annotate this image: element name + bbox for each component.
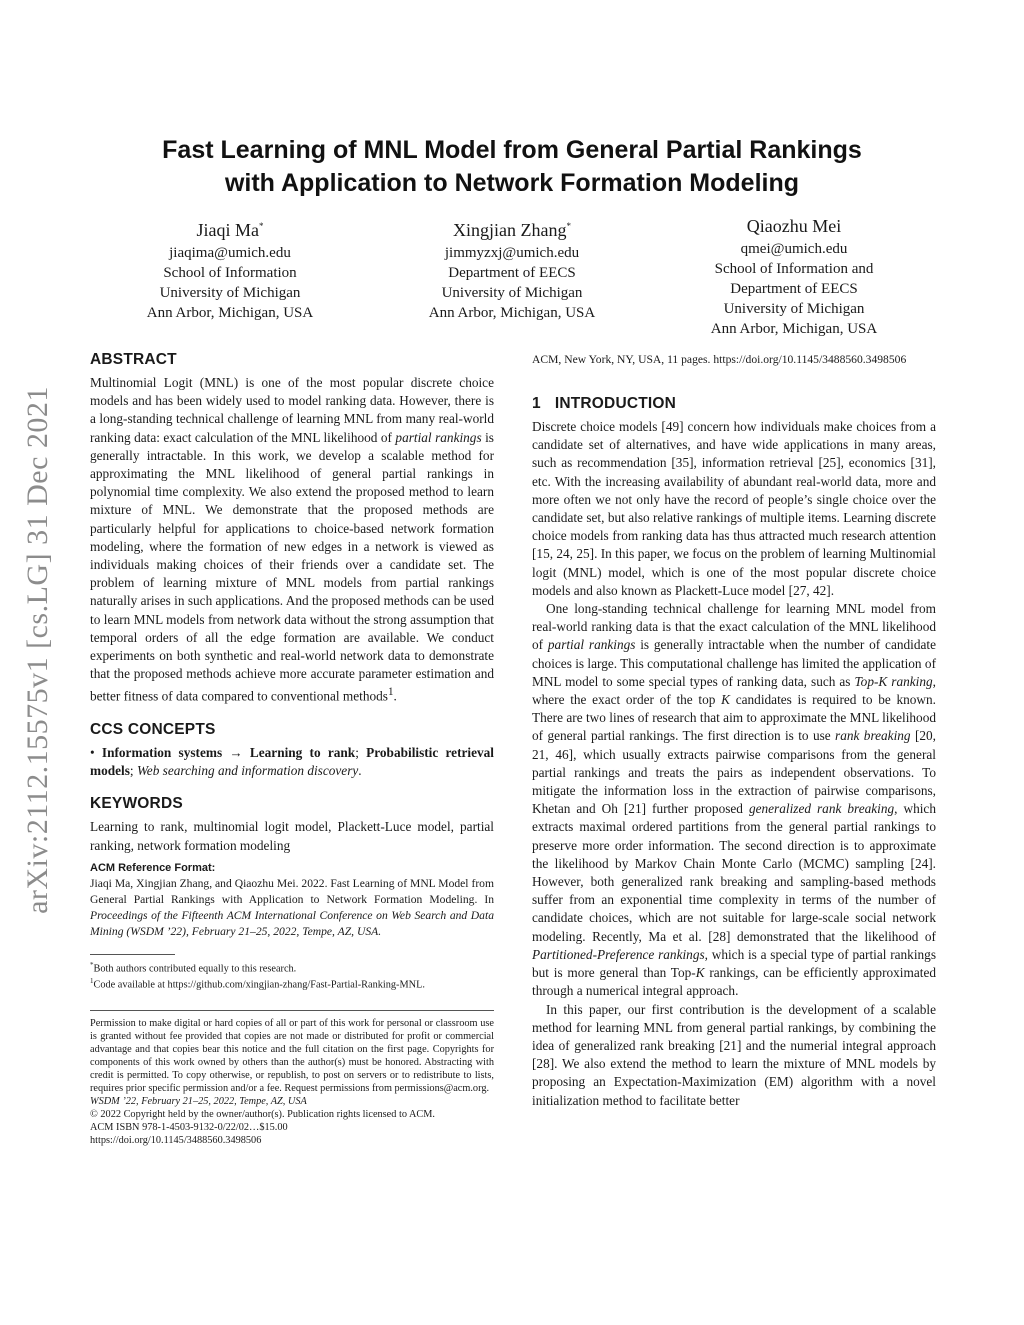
abstract-heading: ABSTRACT — [90, 351, 177, 368]
author-affiliation: University of Michigan — [723, 301, 865, 317]
keywords-text: Learning to rank, multinomial logit model, Plackett-Luce model, partial ranking, network formation modeling — [90, 819, 494, 853]
arxiv-identifier-text: arXiv:2112.15575v1 [cs.LG] 31 Dec 2021 — [21, 386, 55, 914]
right-column — [532, 350, 936, 1110]
author-name: Jiaqi Ma* — [196, 220, 264, 240]
footnote-equal-contribution: *Both authors contributed equally to this research. — [90, 960, 297, 975]
author-card — [90, 214, 370, 339]
footnote-code-link: $^1$Code available at https://github.com/xingjian-zhang/Fast-Partial-Ranking-MNL. — [90, 977, 425, 991]
intro-paragraph-2: One long-standing technical challenge for learning MNL model from real-world ranking data is that the exact calculation of the MNL likelihood of partial rankings is generally intractable when the number of candidate choices is large. This computational challenge has limited the application of MNL model to some special types of ranking data, such as Top-K ranking, where the exact order of the top K candidates is required to be known. There are two lines of research that aim to approximate the MNL likelihood of general partial rankings. The first direction is to use rank breaking [20, 21, 46], which usually extracts pairwise comparisons from the general partial rankings and treats the pairs as independent observations. To mitigate the information loss in the extraction of pairwise comparisons, Khetan and Oh [21] further proposed generalized rank breaking, which extracts maximal ordered partitions from the general partial rankings to preserve more order information. The second direction is to approximate the likelihood by Markov Chain Monte Carlo (MCMC) sampling [24]. However, both generalized rank breaking and sampling-based methods suffer from an exponential time complexity in terms of the number of candidate choices, which are not suitable for large-scale social network modeling. Recently, Ma et al. [28] demonstrated that the likelihood of Partitioned-Preference rankings, which is a special type of partial rankings but is more general than Top-K rankings, can be efficiently approximated through a numerical integral approach. — [532, 601, 936, 999]
author-affiliation: University of Michigan — [159, 285, 301, 301]
abstract-text: Multinomial Logit (MNL) is one of the most popular discrete choice models and has been widely used to model ranking data. However, there is a long-standing technical challenge of learning MNL from many real-world ranking data: exact calculation of the MNL likelihood of partial rankings is generally intractable. In this work, we develop a scalable method for approximating the MNL likelihood of general partial rankings in polynomial time complexity. We also extend the proposed method to learn mixture of MNL. We demonstrate that the proposed methods are particularly helpful for applications to choice-based network formation modeling, where the formation of new edges in a network is viewed as individuals making choices of their friends over a candidate set. The problem of learning mixture of MNL models from partial rankings naturally arises in such applications. And the proposed methods can be used to learn MNL models from network data without the strong assumption that temporal orders of all the edge formation are available. We conduct experiments on both synthetic and real-world network data to demonstrate that the proposed methods achieve more accurate parameter estimation and better fitness of data compared to conventional methods$^1$. — [90, 375, 494, 704]
permission-text: Permission to make digital or hard copies of all or part of this work for personal or classroom use is granted without fee provided that copies are not made or distributed for profit or commercial advantage and that copies bear this notice and the full citation on the first page. Copyrights for components of this work owned by others than the author(s) must be honored. Abstracting with credit is permitted. To copy otherwise, or republish, to post on servers or to redistribute to lists, requires prior specific permission and/or a fee. Request permissions from permissions@acm.org. — [90, 1017, 494, 1094]
doi-link[interactable]: https://doi.org/10.1145/3488560.3498506 — [90, 1134, 262, 1146]
left-column — [90, 350, 494, 1147]
author-affiliation: Ann Arbor, Michigan, USA — [146, 305, 314, 321]
author-affiliation: University of Michigan — [441, 285, 583, 301]
intro-paragraph-1: Discrete choice models [49] concern how individuals make choices from a candidate set of alternatives, and have wide applications in many areas, such as recommendation [35], information retrieval [25], economics [31], etc. With the increasing availability of abundant real-world data, more and more often we not only have the record of people’s single choice over the candidate set, but also relative rankings of multiple items. Learning discrete choice models from ranking data has thus attracted much research attention [15, 24, 25]. In this paper, we focus on the problem of learning Multinomial logit (MNL) model, which is one of the most popular discrete choice models and also known as Plackett-Luce model [27, 42]. — [532, 419, 936, 598]
ccs-concepts-heading: CCS CONCEPTS — [90, 721, 216, 739]
paper-title — [80, 134, 944, 200]
paper-title-line-2: with Application to Network Formation Modeling — [224, 169, 800, 197]
author-affiliation: Ann Arbor, Michigan, USA — [710, 321, 878, 337]
author-affiliation: Department of EECS — [448, 265, 576, 281]
equal-contribution-mark: * — [259, 221, 264, 231]
author-name: Xingjian Zhang* — [453, 220, 571, 240]
introduction-heading: 1 INTRODUCTION — [532, 395, 677, 412]
acm-reference-text: Jiaqi Ma, Xingjian Zhang, and Qiaozhu Mei. 2022. Fast Learning of MNL Model from General Partial Rankings with Application to Network Formation Modeling. In Proceedings of the Fifteenth ACM International Conference on Web Search and Data Mining (WSDM ’22), February 21–25, 2022, Tempe, AZ, USA. — [90, 876, 494, 938]
footnote-divider — [90, 954, 175, 955]
author-email[interactable]: jiaqima@umich.edu — [169, 245, 291, 261]
author-email[interactable]: qmei@umich.edu — [740, 241, 848, 257]
permission-block — [90, 1010, 494, 1147]
ccs-concepts-text: • Information systems → Learning to rank; Probabilistic retrieval models; Web searching and information discovery. — [90, 745, 494, 779]
author-card — [372, 214, 652, 339]
equal-contribution-mark: * — [566, 221, 571, 231]
author-affiliation: Department of EECS — [730, 281, 858, 297]
author-affiliation: Ann Arbor, Michigan, USA — [428, 305, 596, 321]
acm-reference-continuation: ACM, New York, NY, USA, 11 pages. https://doi.org/10.1145/3488560.3498506 — [532, 353, 907, 366]
author-affiliation: School of Information and — [714, 261, 874, 277]
copyright-line: © 2022 Copyright held by the owner/author(s). Publication rights licensed to ACM. — [90, 1108, 436, 1120]
arxiv-identifier-stamp — [16, 350, 60, 950]
keywords-heading: KEYWORDS — [90, 795, 183, 813]
isbn-line: ACM ISBN 978-1-4503-9132-0/22/02…$15.00 — [90, 1121, 288, 1133]
venue-line: WSDM ’22, February 21–25, 2022, Tempe, AZ, USA — [90, 1095, 307, 1107]
acm-reference-heading: ACM Reference Format: — [90, 861, 216, 874]
intro-paragraph-3: In this paper, our first contribution is the development of a scalable method for learning MNL from general partial rankings, by combining the idea of generalized rank breaking [21] and the numerial integral approach [28]. We also extend the method to learn the mixture of MNL models by proposing an Expectation-Maximization (EM) algorithm with a novel initialization method to facilitate better — [532, 1001, 936, 1108]
author-card — [654, 214, 934, 339]
author-affiliation: School of Information — [163, 265, 297, 281]
author-email[interactable]: jimmyzxj@umich.edu — [444, 245, 580, 261]
paper-title-line-1: Fast Learning of MNL Model from General Partial Rankings — [162, 136, 862, 164]
author-block — [90, 214, 934, 339]
author-name: Qiaozhu Mei — [746, 216, 842, 236]
footnote-ref[interactable]: 1 — [387, 686, 394, 699]
